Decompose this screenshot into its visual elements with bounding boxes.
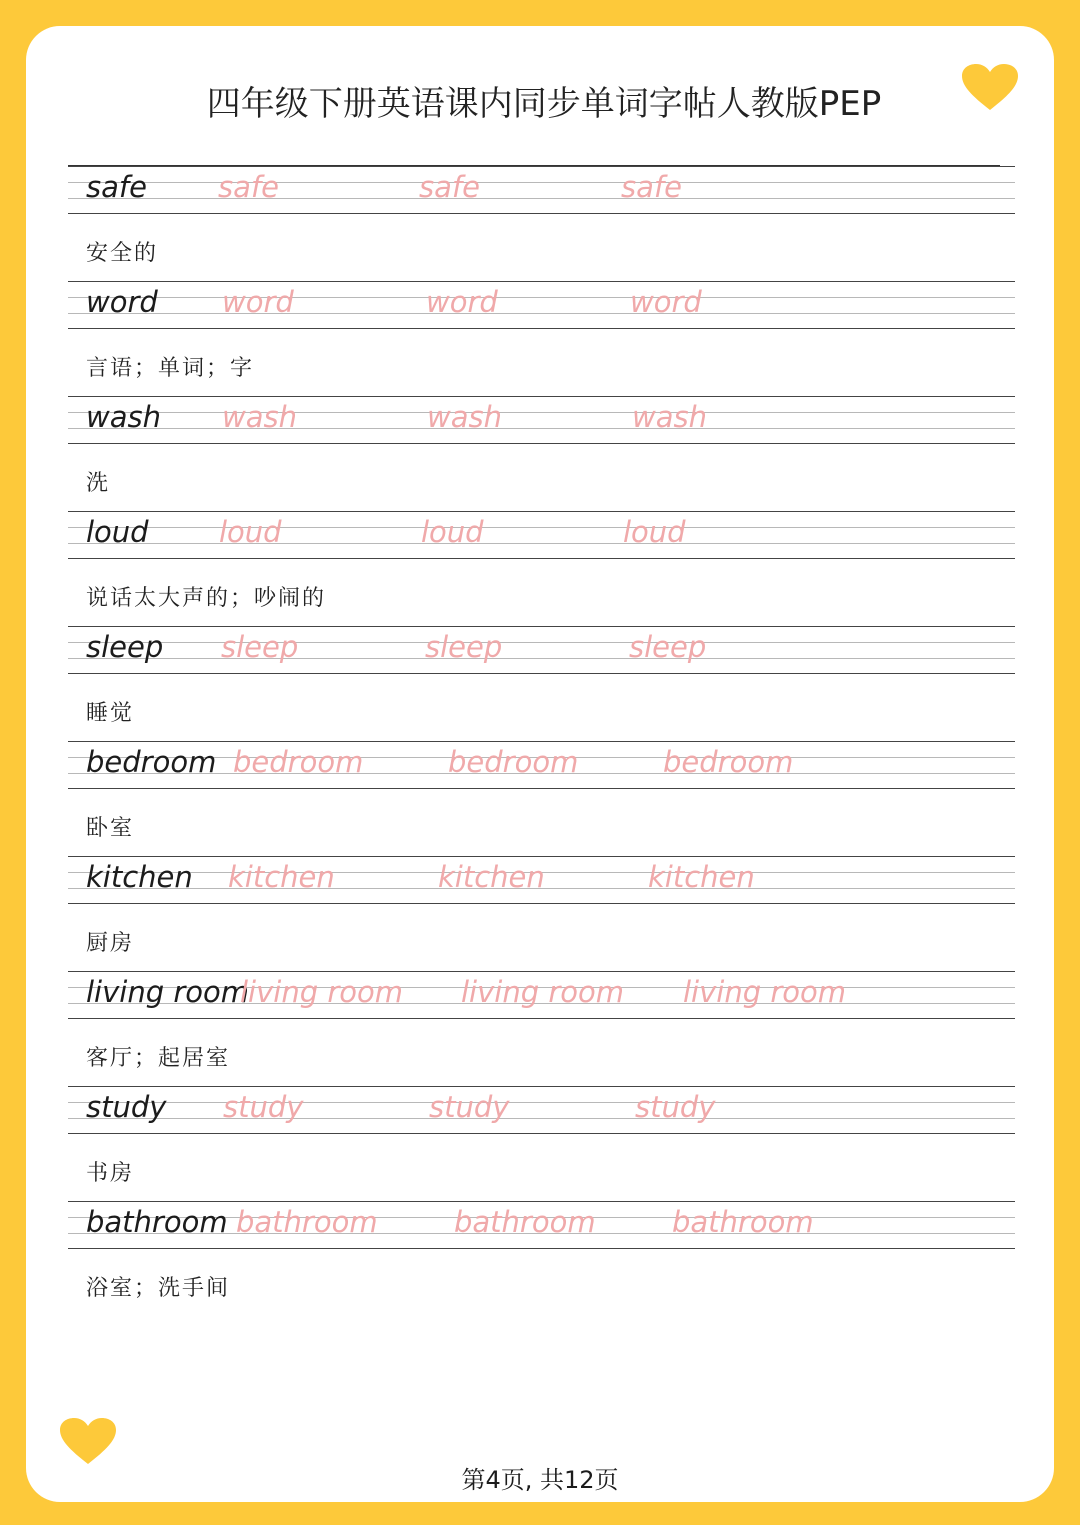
- vocab-word: safe: [86, 170, 147, 204]
- vocab-meaning: 言语；单词；字: [86, 356, 255, 381]
- guide-line: [68, 1118, 1015, 1119]
- writing-lines: [68, 856, 1015, 906]
- vocab-meaning: 浴室；洗手间: [86, 1276, 231, 1301]
- trace-word: sleep: [425, 630, 503, 664]
- trace-word: word: [222, 285, 294, 319]
- heart-icon: [60, 1418, 116, 1466]
- guide-line: [68, 428, 1015, 429]
- vocab-meaning: 洗: [86, 471, 111, 496]
- guide-line: [68, 903, 1015, 904]
- guide-line: [68, 1201, 1015, 1202]
- vocab-word: study: [86, 1090, 167, 1124]
- writing-lines: [68, 1201, 1015, 1251]
- guide-line: [68, 443, 1015, 444]
- writing-lines: [68, 396, 1015, 446]
- guide-line: [68, 626, 1015, 627]
- guide-line: [68, 396, 1015, 397]
- vocab-entry: [68, 971, 1015, 1086]
- vocab-word: loud: [86, 515, 149, 549]
- vocab-entry: [68, 511, 1015, 626]
- vocab-meaning: 睡觉: [86, 701, 135, 726]
- vocab-entry: [68, 1086, 1015, 1201]
- trace-word: wash: [222, 400, 297, 434]
- writing-lines: [68, 741, 1015, 791]
- vocab-word: word: [86, 285, 158, 319]
- vocab-meaning: 卧室: [86, 816, 135, 841]
- guide-line: [68, 788, 1015, 789]
- guide-line: [68, 642, 1015, 643]
- guide-line: [68, 543, 1015, 544]
- trace-word: word: [426, 285, 498, 319]
- trace-word: bedroom: [448, 745, 579, 779]
- vocab-meaning: 安全的: [86, 241, 159, 266]
- writing-lines: [68, 626, 1015, 676]
- trace-word: safe: [621, 170, 682, 204]
- vocab-meaning: 说话太大声的；吵闹的: [86, 586, 327, 611]
- page-title: 四年级下册英语课内同步单词字帖人教版PEP: [206, 84, 882, 124]
- trace-word: study: [429, 1090, 510, 1124]
- guide-line: [68, 328, 1015, 329]
- vocab-entry: [68, 281, 1015, 396]
- vocab-word: bedroom: [86, 745, 217, 779]
- trace-word: bathroom: [236, 1205, 378, 1239]
- guide-line: [68, 1248, 1015, 1249]
- trace-word: wash: [427, 400, 502, 434]
- vocab-entry: [68, 166, 1015, 281]
- page-number: 第4页, 共12页: [461, 1466, 619, 1494]
- guide-line: [68, 213, 1015, 214]
- guide-line: [68, 166, 1015, 167]
- guide-line: [68, 658, 1015, 659]
- trace-word: loud: [421, 515, 484, 549]
- trace-word: wash: [632, 400, 707, 434]
- vocab-entry: [68, 626, 1015, 741]
- trace-word: study: [223, 1090, 304, 1124]
- vocab-entry: [68, 741, 1015, 856]
- trace-word: loud: [219, 515, 282, 549]
- trace-word: living room: [240, 975, 403, 1009]
- guide-line: [68, 558, 1015, 559]
- vocab-meaning: 书房: [86, 1161, 135, 1186]
- vocab-entry: [68, 396, 1015, 511]
- writing-lines: [68, 166, 1015, 216]
- guide-line: [68, 412, 1015, 413]
- guide-line: [68, 1102, 1015, 1103]
- vocab-word: living room: [86, 975, 249, 1009]
- trace-word: safe: [419, 170, 480, 204]
- vocab-word: bathroom: [86, 1205, 228, 1239]
- guide-line: [68, 511, 1015, 512]
- writing-lines: [68, 511, 1015, 561]
- writing-lines: [68, 1086, 1015, 1136]
- guide-line: [68, 198, 1015, 199]
- guide-line: [68, 856, 1015, 857]
- trace-word: kitchen: [228, 860, 335, 894]
- trace-word: kitchen: [438, 860, 545, 894]
- vocab-meaning: 厨房: [86, 931, 135, 956]
- guide-line: [68, 673, 1015, 674]
- guide-line: [68, 1133, 1015, 1134]
- vocab-entry: [68, 1201, 1015, 1316]
- guide-line: [68, 182, 1015, 183]
- writing-lines: [68, 971, 1015, 1021]
- trace-word: living room: [461, 975, 624, 1009]
- trace-word: word: [630, 285, 702, 319]
- trace-word: loud: [623, 515, 686, 549]
- vocab-word: sleep: [86, 630, 164, 664]
- guide-line: [68, 971, 1015, 972]
- trace-word: bathroom: [672, 1205, 814, 1239]
- trace-word: kitchen: [648, 860, 755, 894]
- trace-word: sleep: [629, 630, 707, 664]
- vocab-entry: [68, 856, 1015, 971]
- guide-line: [68, 297, 1015, 298]
- guide-line: [68, 1086, 1015, 1087]
- guide-line: [68, 313, 1015, 314]
- vocab-meaning: 客厅；起居室: [86, 1046, 231, 1071]
- trace-word: sleep: [221, 630, 299, 664]
- trace-word: bathroom: [454, 1205, 596, 1239]
- guide-line: [68, 1018, 1015, 1019]
- trace-word: bedroom: [663, 745, 794, 779]
- vocab-word: wash: [86, 400, 161, 434]
- trace-word: bedroom: [233, 745, 364, 779]
- trace-word: study: [635, 1090, 716, 1124]
- guide-line: [68, 281, 1015, 282]
- trace-word: living room: [683, 975, 846, 1009]
- guide-line: [68, 527, 1015, 528]
- vocab-word: kitchen: [86, 860, 193, 894]
- trace-word: safe: [218, 170, 279, 204]
- writing-lines: [68, 281, 1015, 331]
- guide-line: [68, 741, 1015, 742]
